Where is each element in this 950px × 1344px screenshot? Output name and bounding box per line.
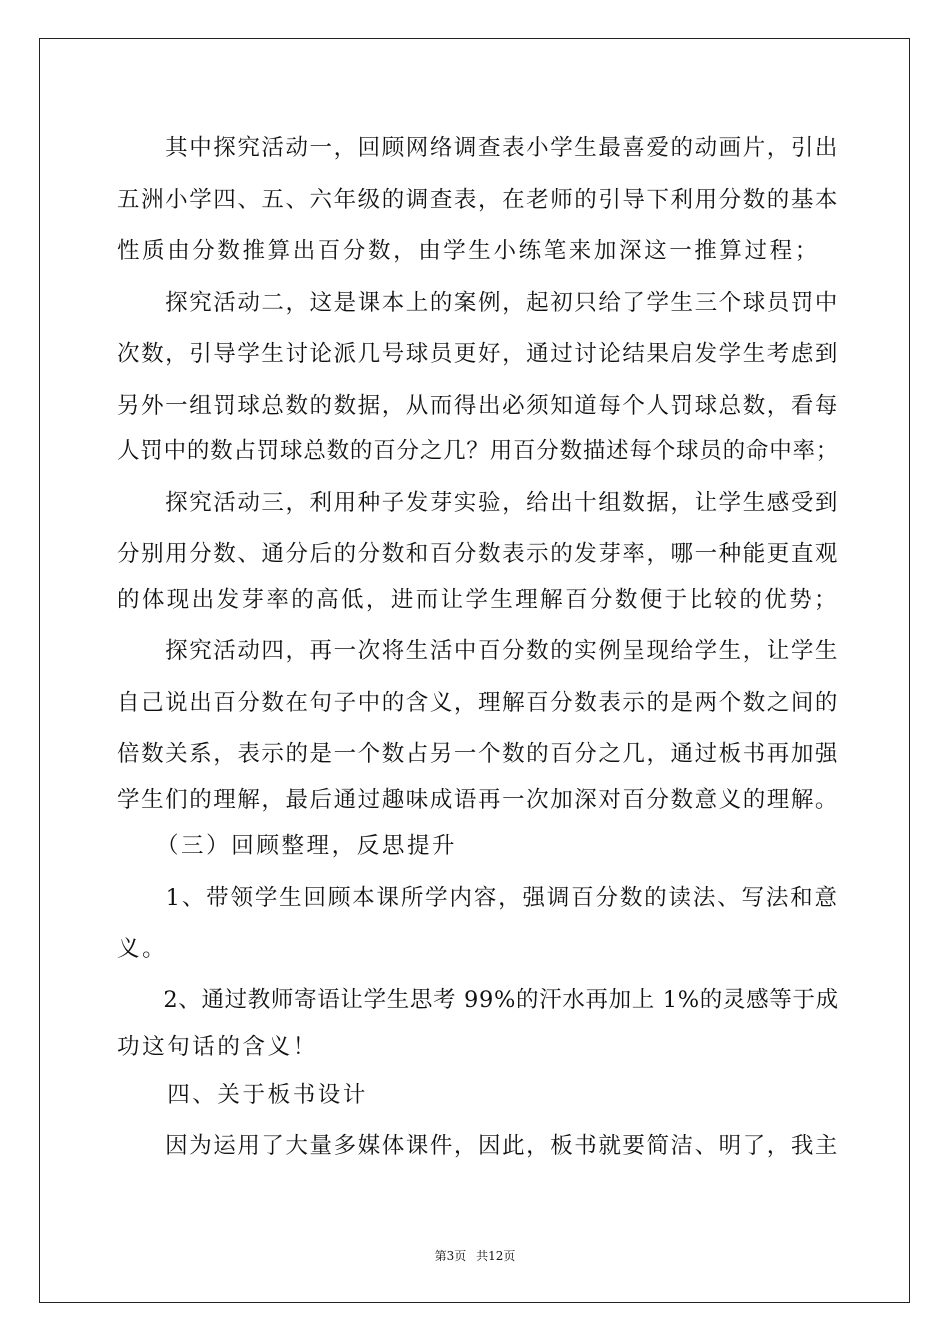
text-line: 2、通过教师寄语让学生思考 99%的汗水再加上 1%的灵感等于成 xyxy=(117,987,839,1013)
section-heading: 四、关于板书设计 xyxy=(117,1082,369,1108)
page-total: 共12页 xyxy=(476,1249,516,1263)
page-border xyxy=(39,38,910,1303)
text-line: 倍数关系，表示的是一个数占另一个数的百分之几，通过板书再加强 xyxy=(117,741,840,767)
text-line: 其中探究活动一，回顾网络调查表小学生最喜爱的动画片，引出 xyxy=(117,135,840,161)
text-line: 探究活动三，利用种子发芽实验，给出十组数据，让学生感受到 xyxy=(117,490,840,516)
text-line: 1、带领学生回顾本课所学内容，强调百分数的读法、写法和意 xyxy=(117,885,839,911)
text-line: 功这句话的含义！ xyxy=(117,1034,318,1060)
text-line: 探究活动二，这是课本上的案例，起初只给了学生三个球员罚中 xyxy=(117,290,840,316)
text-line: 次数，引导学生讨论派几号球员更好，通过讨论结果启发学生考虑到 xyxy=(117,341,840,367)
section-heading: （三）回顾整理，反思提升 xyxy=(117,833,458,859)
text-line: 义。 xyxy=(117,936,168,962)
page-footer xyxy=(0,1247,950,1264)
text-line: 另外一组罚球总数的数据，从而得出必须知道每个人罚球总数，看每 xyxy=(117,393,840,419)
text-line: 学生们的理解，最后通过趣味成语再一次加深对百分数意义的理解。 xyxy=(117,787,840,813)
text-line: 五洲小学四、五、六年级的调查表，在老师的引导下利用分数的基本 xyxy=(117,187,840,213)
text-line: 自己说出百分数在句子中的含义，理解百分数表示的是两个数之间的 xyxy=(117,690,840,716)
text-line: 分别用分数、通分后的分数和百分数表示的发芽率，哪一种能更直观 xyxy=(117,541,840,567)
text-line: 性质由分数推算出百分数，由学生小练笔来加深这一推算过程； xyxy=(117,238,820,264)
text-line: 探究活动四，再一次将生活中百分数的实例呈现给学生，让学生 xyxy=(117,638,840,664)
text-line: 因为运用了大量多媒体课件，因此，板书就要简洁、明了，我主 xyxy=(117,1133,840,1159)
page-number: 第3页 xyxy=(434,1249,467,1263)
text-line: 的体现出发芽率的高低，进而让学生理解百分数便于比较的优势； xyxy=(117,587,839,613)
text-line: 人罚中的数占罚球总数的百分之几？用百分数描述每个球员的命中率； xyxy=(117,438,840,464)
